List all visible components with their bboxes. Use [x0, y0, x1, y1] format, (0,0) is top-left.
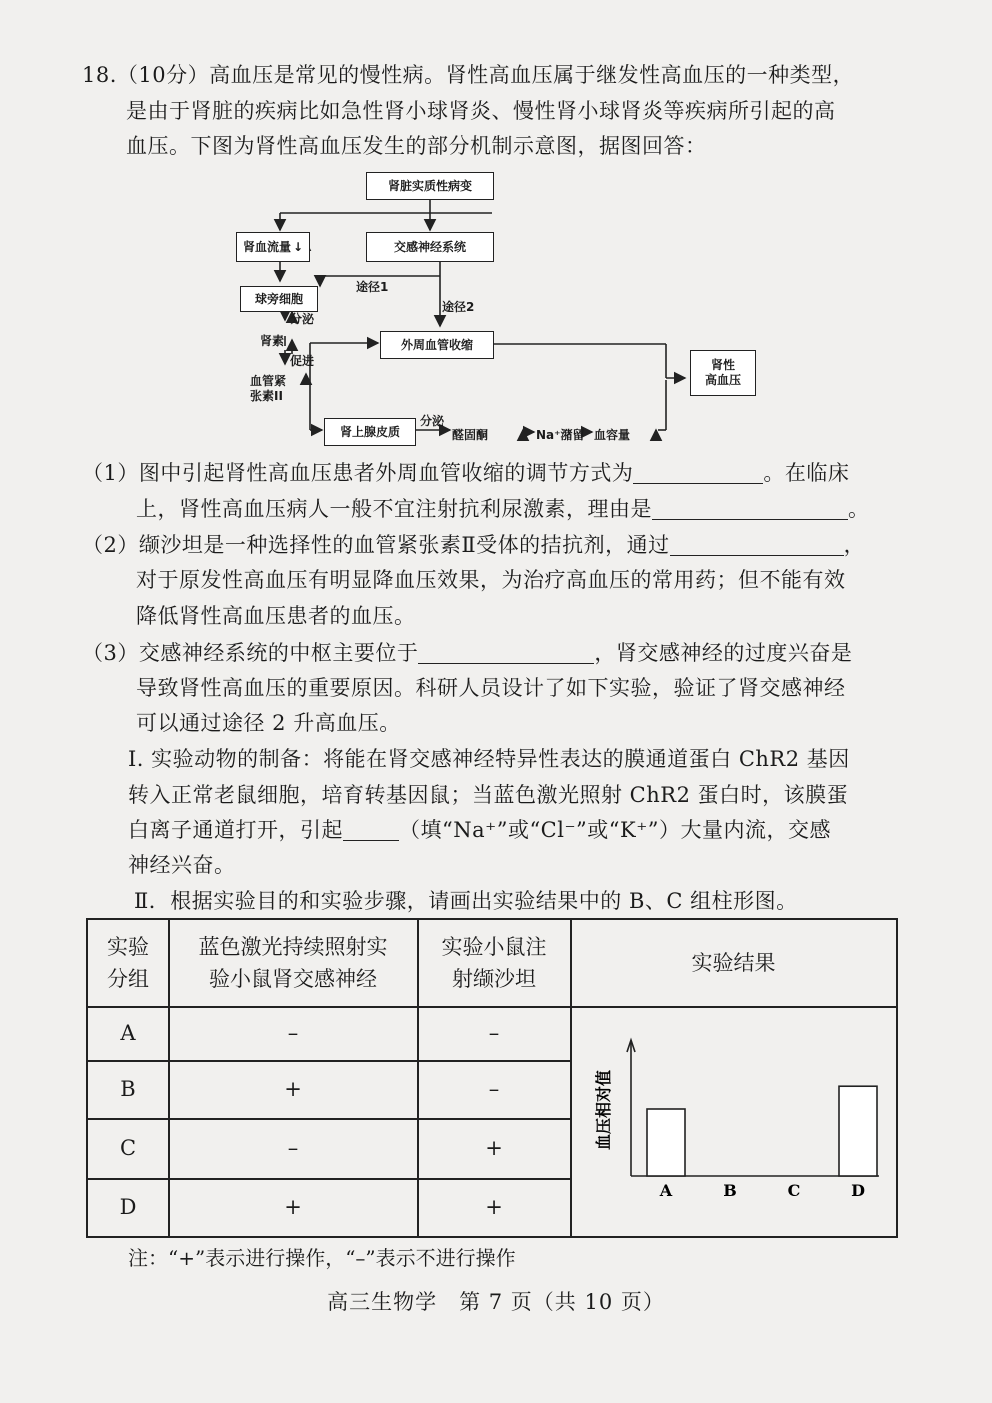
box-kidney-disease: 肾脏实质性病变	[366, 172, 494, 200]
row-d-laser: +	[284, 1195, 302, 1219]
q3-i-text-a: 白离子通道打开，引起	[128, 818, 343, 842]
blood-volume-label: 血容量	[594, 428, 631, 442]
bar-d	[839, 1086, 877, 1176]
q3-text-b: ，肾交感神经的过度兴奋是	[594, 641, 853, 665]
row-b-drug: –	[488, 1077, 500, 1101]
renal-flow-label: 肾血流量	[242, 239, 291, 254]
mechanism-diagram	[230, 168, 700, 453]
q2-text-a: （2）缬沙坦是一种选择性的血管紧张素Ⅱ受体的拮抗剂，通过	[82, 533, 670, 557]
header-drug-l2: 射缬沙坦	[452, 967, 536, 991]
x-tick-a: A	[659, 1181, 673, 1200]
q1-text-a: （1）图中引起肾性高血压患者外周血管收缩的调节方式为	[82, 461, 634, 485]
q3-blank-2[interactable]	[343, 818, 399, 841]
q1-text-d: 。	[848, 497, 870, 521]
q3-ii-line-1: Ⅱ．根据实验目的和实验步骤，请画出实验结果中的 B、C 组柱形图。	[134, 889, 798, 913]
box-adrenal-cortex: 肾上腺皮质	[324, 418, 416, 446]
q1-line-1	[82, 458, 849, 488]
row-b-laser: +	[284, 1077, 302, 1101]
q3-line-1	[82, 638, 852, 668]
x-tick-d: D	[851, 1181, 865, 1200]
row-c-drug: +	[485, 1136, 503, 1160]
question-line-1: 18.（10分）高血压是常见的慢性病。肾性高血压属于继发性高血压的一种类型，	[82, 63, 855, 87]
down-arrow-icon: ↓	[292, 239, 304, 254]
q3-i-text-b: （填“Na⁺”或“Cl⁻”或“K⁺”）大量内流，交感	[399, 818, 832, 842]
secrete-label-1: 分泌	[290, 312, 315, 326]
q3-line-3: 可以通过途径 2 升高血压。	[136, 711, 401, 735]
q1-blank-1[interactable]	[633, 461, 763, 484]
bar-a	[647, 1109, 685, 1176]
q3-i-line-3	[128, 815, 831, 845]
q1-text-c: 上，肾性高血压病人一般不宜注射抗利尿激素，理由是	[136, 497, 652, 521]
promote-label: 促进	[290, 354, 315, 368]
row-a-drug: –	[488, 1021, 500, 1045]
q2-line-3: 降低肾性高血压患者的血压。	[136, 604, 416, 628]
header-group-l1: 实验	[107, 935, 149, 959]
box-jg-cell: 球旁细胞	[240, 286, 318, 312]
angiotensin-label-1: 血管紧	[250, 374, 287, 388]
box-renal-blood-flow	[236, 232, 310, 262]
row-c-laser: –	[287, 1136, 299, 1160]
q3-blank-1[interactable]	[418, 641, 594, 664]
x-tick-b: B	[723, 1181, 737, 1200]
blood-pressure-chart	[571, 1008, 896, 1236]
row-c-group: C	[119, 1136, 137, 1160]
q3-line-2: 导致肾性高血压的重要原因。科研人员设计了如下实验，验证了肾交感神经	[136, 676, 846, 700]
aldosterone-label: 醛固酮	[452, 428, 489, 442]
q1-line-2	[136, 494, 870, 524]
row-a-laser: –	[287, 1021, 299, 1045]
path2-label: 途径2	[442, 300, 475, 314]
q2-line-1	[82, 530, 865, 560]
renal-hbp-label-1: 肾性	[710, 358, 735, 372]
header-group-l2: 分组	[107, 967, 149, 991]
row-b-group: B	[120, 1077, 136, 1101]
angiotensin-label-2: 张素II	[250, 389, 283, 403]
renin-label: 肾素	[260, 334, 285, 348]
renal-hbp-label-2: 高血压	[704, 373, 741, 387]
header-result: 实验结果	[691, 951, 776, 975]
q3-i-line-2: 转入正常老鼠细胞，培育转基因鼠；当蓝色激光照射 ChR2 蛋白时，该膜蛋	[128, 783, 849, 807]
header-drug-l1: 实验小鼠注	[441, 935, 547, 959]
bar-group	[647, 1086, 877, 1176]
q2-line-2: 对于原发性高血压有明显降血压效果，为治疗高血压的常用药；但不能有效	[136, 568, 846, 592]
header-laser	[169, 920, 417, 1006]
y-axis-label: 血压相对值	[594, 1069, 613, 1151]
q3-i-line-4: 神经兴奋。	[128, 853, 236, 877]
q1-text-b: 。在临床	[763, 461, 850, 485]
box-renal-hypertension	[690, 350, 756, 396]
header-laser-l1: 蓝色激光持续照射实	[198, 935, 388, 959]
q3-text-a: （3）交感神经系统的中枢主要位于	[82, 641, 419, 665]
question-line-3: 血压。下图为肾性高血压发生的部分机制示意图，据图回答：	[126, 134, 707, 158]
box-sympathetic: 交感神经系统	[366, 232, 494, 262]
question-line-2: 是由于肾脏的疾病比如急性肾小球肾炎、慢性肾小球肾炎等疾病所引起的高	[126, 99, 836, 123]
row-a-group: A	[120, 1021, 136, 1045]
path1-label: 途径1	[356, 280, 389, 294]
x-tick-c: C	[787, 1181, 801, 1200]
secrete-label-2: 分泌	[420, 414, 445, 428]
page-footer: 高三生物学 第 7 页（共 10 页）	[327, 1290, 665, 1314]
q1-blank-2[interactable]	[652, 497, 848, 520]
na-retention-label: Na⁺潴留	[536, 428, 585, 442]
header-group	[88, 920, 168, 1006]
table-note: 注：“+”表示进行操作，“–”表示不进行操作	[128, 1246, 516, 1270]
experiment-table	[86, 918, 898, 1238]
header-laser-l2: 验小鼠肾交感神经	[209, 967, 377, 991]
row-d-group: D	[119, 1195, 137, 1219]
q2-text-b: ，	[843, 533, 866, 557]
box-vasoconstriction: 外周血管收缩	[380, 331, 494, 359]
header-drug	[418, 920, 570, 1006]
q3-i-line-1: I. 实验动物的制备：将能在肾交感神经特异性表达的膜通道蛋白 ChR2 基因	[128, 747, 850, 771]
q2-blank[interactable]	[670, 533, 844, 556]
x-tick-group	[659, 1181, 865, 1200]
row-d-drug: +	[485, 1195, 503, 1219]
